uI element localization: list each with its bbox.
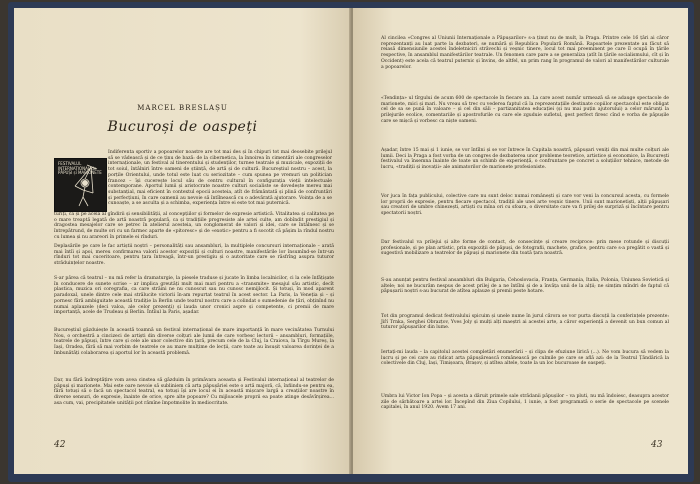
intro-paragraph: Indiferenta sportiv a popoarelor noastre are tot mai des și în chipuri tot mai deosebite prilejul să se vădească și de ce ținu de bază: de la cibernetica, la înnoirea în cimentări ale congreselor internaționale, un festival al tinerentului și studenților, turnee teatrale și muzicale, expoziții de tot soiul, întâlniri între oameni de știință, de artă și de cultură. Bucureștiul nostru – acest, la porțile Orientului, unde totul este luat cu seriozitate – cum spunea pe vremuri un politician francez – își cucerește locul său de centru cultural în configurația vieții intelectuale contemporane. Aportul lumii și aristocrate noastre culturi socialiste se dovedește mereu mai substanțial, mai eficient în contextul epocii acesteia, atît de frământată și plină de confruntări și perfecțiuni, în care oamenii au nevoie să întîlnească cu o adevărată ajutorare. Voința de a se cunoaște, a se asculta și a schimba, experiența între ei este tot mai puternică. xyxy=(108,150,332,207)
paragraph: Al cincilea «Congres al Uniunii Internaționale a Păpușarilor» s-a ținut nu de mult, la Praga. Printre cele 16 țări ai căror reprezentanți au luat parte la dezbateri, se numără și Republica Populară Română. Rapoartele prezentate au făcut să reiasă dimensiunile acestei îndeletniciri străvechi și veșnic tinere, locul tot mai preeminent pe care îl ocupă în țările respective, în ansamblul manifestărilor teatrale. Un fenomen care pare a se generaliza (atît în țările socialismului, cît și în Occident) este acela că teatrul puternic și învins, de altfel, un prim rang în programul de valori al manifestărilor culturale a popoarelor. xyxy=(381,36,669,70)
paragraph: Vor juca în fața publicului, colective care nu sunt deloc numai românești și care vor veni la concursul acesta, cu formele lor proprii de expresie, pentru fiecare spectacol, tradiții ale unei arte veșnic tinere. Unii sunt marionetiști, alții păpușari sau creatori de umbre chinezești, artiști cu mîna ori cu sfoara, o diversitate care va fi prilej de surpriză și încîntare pentru spectatorii noștri. xyxy=(381,194,669,217)
article-title: Bucuroși de oaspeți xyxy=(107,119,258,135)
paragraph: Așadar, între 15 mai și 1 iunie, se vor întîlni și se vor întrece în Capitala noastră, păpușari veniți din mai multe colțuri ale lumii. Deci la Praga a fost vorba de un congres de dezbaterea unor probleme teoretice, artistice și economice, la București festivalul va însemna înainte de toate un schimb de experiență, o confruntare pe concret a soluțiilor tehnice, metode de lucru, «tradiții și inovații» ale animatorilor de marionete profesioniste. xyxy=(381,148,669,171)
paragraph: Umbra lui Victor Ion Popa – și acesta a dăruit primele sale strădanii păpușilor – va pluti, nu mă îndoiesc, deasupra acestor zile de sărbătoare a artei lor. Începînd din Ziua Copilului, 1 iunie, a fost programată o serie de spectacole pe scenele capitalei, în anul 1920. Avem 17 ani. xyxy=(381,394,669,411)
paragraph: Dar, nu fără îndreptățire vom avea cinstea să găzduim în primăvara aceasta și Festivalul internațional al teatrelor de păpuși și marionete. Mai este oare nevoie să subliniem că arta păpușăriei este o artă majoră, că, înfiindu-se pentru ea, fără totuși să o facă un spectacol teatral, ea totuși își are locul ei în această mișcare largă a creațiilor noastre în diverse sensuri, de expresie, înainte de orice, spre alte popoare? Cu mijloacele proprii ea poate atinge desăvîrșirea... asa cum, vai, precipitatele unității pot rămîne împotmolite în mediocritate. xyxy=(54,378,334,406)
right-page xyxy=(353,8,688,474)
left-page xyxy=(14,8,351,474)
page-number: 42 xyxy=(54,440,66,450)
paragraph: S-au anunțat pentru festival ansambluri din Bulgaria, Cehoslovacia, Franța, Germania, Italia, Polonia, Uniunea Sovietică și altele; noi ne bucurăm nespus de acest prilej de a ne întîlni și de a învăța unii de la alții; ne simțim mîndri de faptul că păpușarii noștri s-au bucurat de atîtea aplauze și premii peste hotare. xyxy=(381,278,669,295)
logo-caption: FESTIVALUL INTERNAȚIONAL de PĂPUȘI și MARIONETE xyxy=(58,161,102,176)
paragraph: turiți, ca și pe acela al gîndirii și sensibilității, al concepțiilor și formelor de expresie artistică. Vitalitatea și calitatea pe o mare treaptă legată de artă noastră populară, ca și tradițiile progresiste ale artei culte, am dobîndit prestigiul și dragostea mesajelor care se petrec în atelierul acesteia, un conglomerat de valori și idei, care se întâlnesc și se întrepătrund, de multe ori cu un farmec aparte de «pitoresc» și de «exotic» pentru a fi socotit că pășim la rîndul nostru cu lumea și nu arareori în primele ei rînduri. xyxy=(54,212,334,240)
paragraph: Dar festivalul va prilejui și alte forme de contact, de consecințe și creare reciproce: prin mese rotunde și discuții profesionale, și pe plan artistic, prin expoziții de păpuși, de fotografii, machete, grafice, pentru care s-a pregătit o vastă și sugestivă mobilizare a teatrelor de păpuși și marionete din toată țara noastră. xyxy=(381,240,669,257)
festival-logo xyxy=(54,158,107,212)
article-author: MARCEL BRESLAȘU xyxy=(137,104,228,112)
paragraph: S-ar părea că teatrul – nu mă refer la dramaturgie, la piesele traduse și jucate în limba localnicilor, ci la cele înfățișate în conducere de sunete scrise – ar implica greutăți mult mai mari pentru a «transmite» mesajul său artistic, decît plastica, muzica ori coregrafia, ca care străini ne nu cunoscut sau nu cunosc nemijlocit. Și totuși, în mod aparent paradoxal, unele dintre cele mai strălucite victorii în-am repurtat teatrul în acest sector. La Paris, la Veneția și – și pornesc fără ambiguitate această tradiție la Berlin unde teatrul nostru care a colindat o sumedenie de țări, obținînd nu numai aplauzele (deci valoa, ale celor prezenți) și lauda unor cronici aspre și competente, ci premii de mare importanță, acele de Trudeau și Berlin. Întîiul la Paris, așadar. xyxy=(54,276,334,316)
paragraph: Tot din programul dedicat festivalului spicuim și unele nume în jurul cărora se vor purta discuții la conferințele prezente: Jiří Trnka, Serghei Obrazțov, Yves Joly și mulți alți maeștri ai acestei arte, a căror experiență a devenit un bun comun al tuturor păpușarilor din lume. xyxy=(381,314,669,331)
paragraph: Deplasările pe care le fac artiștii noștri – personalități sau ansambluri, la multiplele concursuri internaționale – arată mai întîi și apoi, mereu confirmarea valorii acestor expoziții și culturi noastre, manifestările lor însumînd-se într-un rînduri tot mai cuceritoare, pentru țara întreagă, într-un prestigiu și o autoritate care se răsfrîng asupra tuturor străduințelor noastre. xyxy=(54,244,334,267)
open-book xyxy=(8,2,694,482)
paragraph: Iertați-mi lauda – la capitolul acestei completări enumerării – și clipa de efuziune lirică (...). Ne vom bucura să vedem la lucru și pe cei care au ridicat arta păpușărească românească pe culmile pe care se află azi: de la Teatrul Țăndărică la colectivele din Cluj, Iași, Timișoara, Brașov, și atîtea altele, toate la un loc bucuroase de oaspeți. xyxy=(381,350,669,367)
page-number: 43 xyxy=(651,440,663,450)
paragraph: Bucureștiul găzduiește în această toamnă un festival internațional de mare importanță în mare vecinătatea Turnului Nou, o orchestră a cincizeci de artiști din diverse colțuri ale lumii de care vorbesc lectorii – ansambluri, formațiile, teatrele de păpuși, între care și cele ale unor colective din țară, precum cele de la Cluj, la Craiova, la Tîrgu Mureș, la Iași, Oradea, fără să mai vorbim de teatrele ce au mare mulțime de lecții, care toate au însușit valoarea dorinței de a îmbunătăți colaborarea și aportul lor în această problemă. xyxy=(54,328,334,356)
paragraph: «Tendința» ul tîrgului de acum 600 de spectacole în fiecare an. La care acest număr urmează să se adauge spectacole de marionete, mici și mari. Nu vreau să trec cu vederea faptul că la reprezentațiile destinate copiilor spectacolul este obligat cel de sa se pună în valoare – și cel din săli – partizanitatea educației (și nu mai puțin ajutorului) a celor mărunți la prilejurile ecolice, comentariile și apostrofurile cu care ele zguduie sufletul, gest perfect firesc cînd e vorba de păpușile care se mișcă și vorbesc ca niște oameni. xyxy=(381,96,669,124)
